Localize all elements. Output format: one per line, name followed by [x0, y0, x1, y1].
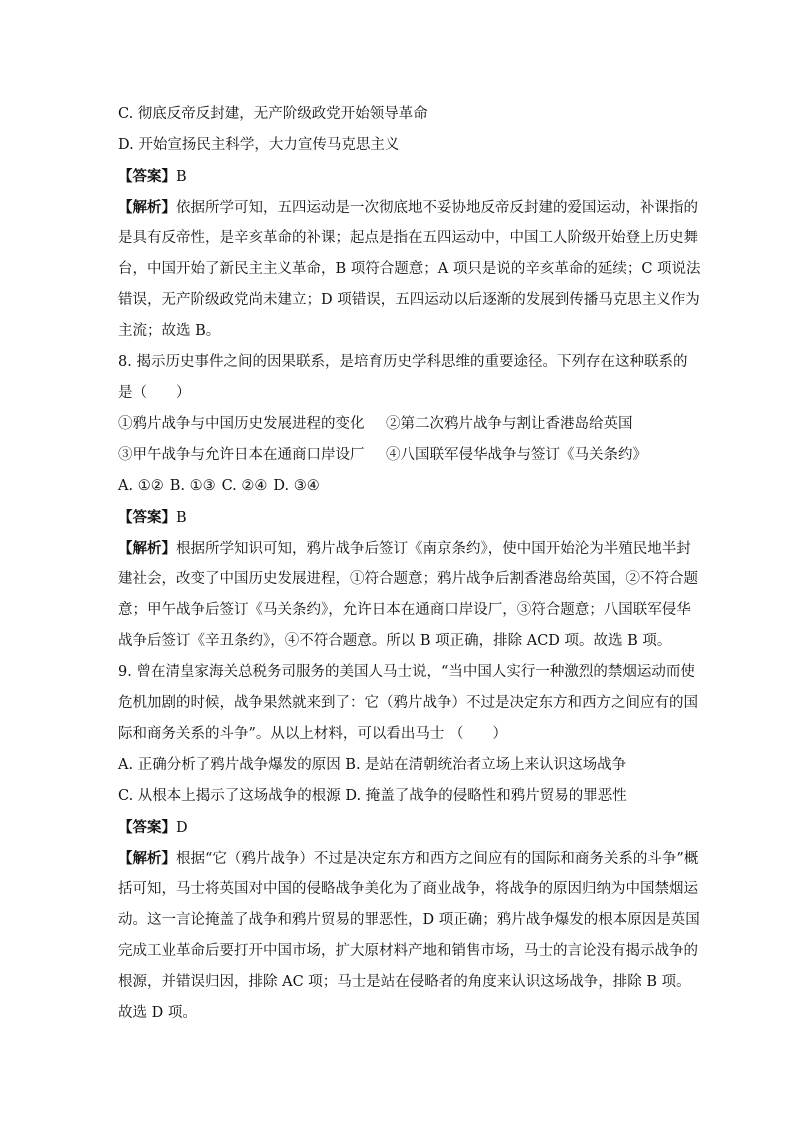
q7-option-c: C. 彻底反帝反封建，无产阶级政党开始领导革命: [118, 106, 428, 122]
q8-item-3: ③甲午战争与允许日本在通商口岸设厂: [118, 447, 365, 463]
q8-choice-c: C. ②④: [221, 478, 268, 494]
q8-items-row-1: [118, 409, 678, 440]
q9-options-line-2: C. 从根本上揭示了这场战争的根源 D. 掩盖了战争的侵略性和鸦片贸易的罪恶性: [118, 788, 627, 804]
analysis-text: 依据所学可知，五四运动是一次彻底地不妥协地反帝反封建的爱国运动，补课指的: [176, 200, 698, 216]
answer-value: B: [176, 510, 187, 526]
analysis-text: 根据所学知识可知，鸦片战争后签订《南京条约》，使中国开始沦为半殖民地半封: [176, 541, 691, 557]
q8-analysis-line-1: [118, 533, 691, 564]
q7-analysis-line-4: 错误，无产阶级政党尚未建立；D 项错误，五四运动以后逐渐的发展到传播马克思主义作为: [118, 292, 700, 308]
q8-answer: [118, 502, 678, 533]
q9-answer: [118, 812, 678, 843]
q7-option-d: D. 开始宣扬民主科学，大力宣传马克思主义: [118, 137, 400, 153]
answer-tag: 【答案】: [118, 819, 176, 836]
q8-analysis-line-4: 战争后签订《辛丑条约》，④不符合题意。所以 B 项正确，排除 ACD 项。故选 B 项。: [118, 633, 672, 649]
q8-choice-d: D. ③④: [273, 478, 320, 494]
page-content: [118, 99, 701, 1029]
answer-tag: 【答案】: [118, 168, 176, 185]
q8-analysis-line-3: 意；甲午战争后签订《马关条约》，允许日本在通商口岸设厂，③符合题意；八国联军侵华: [118, 602, 691, 618]
q8-item-2: ②第二次鸦片战争与割让香港岛给英国: [386, 416, 633, 432]
analysis-tag: 【解析】: [118, 540, 176, 557]
q8-item-4: ④八国联军侵华战争与签订《马关条约》: [386, 447, 647, 463]
q9-stem-line-3: 际和商务关系的斗争”。从以上材料，可以看出马士 （ ）: [118, 726, 508, 742]
analysis-tag: 【解析】: [118, 850, 176, 867]
q9-analysis-line-3: 动。这一言论掩盖了战争和鸦片贸易的罪恶性，D 项正确；鸦片战争爆发的根本原因是英国: [118, 912, 700, 928]
q8-choice-a: A. ①②: [118, 478, 164, 494]
q9-analysis-line-2: 括可知，马士将英国对中国的侵略战争美化为了商业战争，将战争的原因归纳为中国禁烟运: [118, 881, 698, 897]
q9-stem-line-2: 危机加剧的时候，战争果然就来到了：它（鸦片战争）不过是决定东方和西方之间应有的国: [118, 695, 698, 711]
q9-analysis-line-5: 根源，并错误归因，排除 AC 项；马士是站在侵略者的角度来认识这场战争，排除 B 项。: [118, 974, 691, 990]
q9-analysis-line-6: 故选 D 项。: [118, 1005, 197, 1021]
q7-analysis-line-5: 主流；故选 B。: [118, 323, 221, 339]
answer-tag: 【答案】: [118, 509, 176, 526]
answer-value: B: [176, 169, 187, 185]
answer-value: D: [176, 820, 188, 836]
q9-options-line-1: A. 正确分析了鸦片战争爆发的原因 B. 是站在清朝统治者立场上来认识这场战争: [118, 757, 627, 773]
q8-stem-line-2: 是（ ）: [118, 385, 191, 401]
analysis-text: 根据“它（鸦片战争）不过是决定东方和西方之间应有的国际和商务关系的斗争”概: [176, 851, 699, 867]
q9-analysis-line-1: [118, 843, 699, 874]
q7-analysis-line-1: [118, 192, 698, 223]
q7-answer: [118, 161, 678, 192]
q8-item-1: ①鸦片战争与中国历史发展进程的变化: [118, 416, 365, 432]
analysis-tag: 【解析】: [118, 199, 176, 216]
q8-items-row-2: [118, 440, 678, 471]
q9-analysis-line-4: 完成工业革命后要打开中国市场，扩大原材料产地和销售市场，马士的言论没有揭示战争的: [118, 943, 698, 959]
q8-stem-line-1: 8. 揭示历史事件之间的因果联系，是培育历史学科思维的重要途径。下列存在这种联系的: [118, 354, 688, 370]
q8-choices: [118, 471, 678, 502]
q7-analysis-line-2: 是具有反帝性，是辛亥革命的补课；起点是指在五四运动中，中国工人阶级开始登上历史舞: [118, 230, 698, 246]
q8-analysis-line-2: 建社会，改变了中国历史发展进程，①符合题意；鸦片战争后割香港岛给英国，②不符合题: [118, 571, 698, 587]
q8-choice-b: B. ①③: [169, 478, 216, 494]
q9-stem-line-1: 9. 曾在清皇家海关总税务司服务的美国人马士说，“当中国人实行一种激烈的禁烟运动而使: [118, 664, 695, 680]
q7-analysis-line-3: 台，中国开始了新民主主义革命，B 项符合题意；A 项只是说的辛亥革命的延续；C 项说法: [118, 261, 701, 277]
